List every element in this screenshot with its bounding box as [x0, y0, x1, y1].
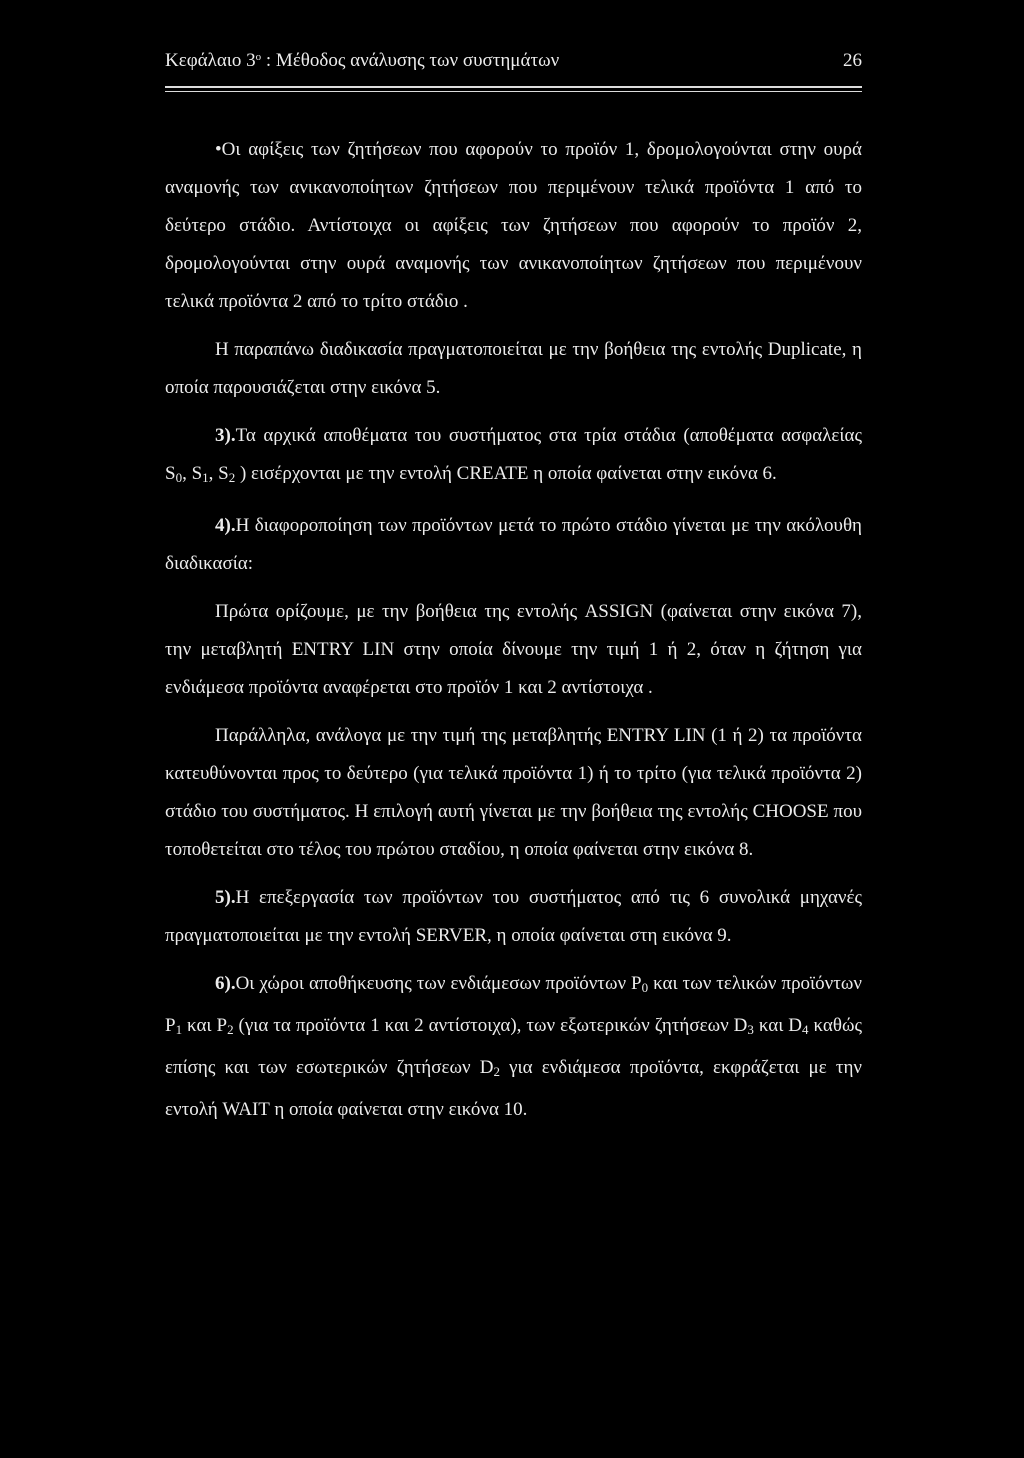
text-span: καθώς επίσης και των εσωτερικών ζητήσεων D: [165, 1015, 862, 1078]
text-span: ) εισέρχονται με την εντολή CREATE η οποία φαίνεται στην εικόνα 6.: [235, 463, 777, 484]
text-span: , S: [182, 463, 203, 484]
subscript: 2: [228, 470, 236, 485]
chapter-title: [165, 46, 559, 76]
text-span: (για τα προϊόντα 1 και 2 αντίστοιχα), των εξωτερικών ζητήσεων D: [233, 1015, 748, 1036]
step-number: 6).: [215, 973, 236, 994]
step-number: 5).: [215, 887, 236, 908]
header-rule-thin: [165, 91, 862, 92]
step-number: 4).: [215, 515, 236, 536]
paragraph-duplicate: Η παραπάνω διαδικασία πραγματοποιείται με την βοήθεια της εντολής Duplicate, η οποία παρουσιάζεται στην εικόνα 5.: [165, 339, 862, 398]
text-span: Οι χώροι αποθήκευσης των ενδιάμεσων προϊόντων P: [235, 973, 642, 994]
chapter-title-suffix: : Μέθοδος ανάλυσης των συστημάτων: [261, 50, 560, 71]
text-span: , S: [208, 463, 229, 484]
page-header: [165, 46, 862, 76]
text-span: και P: [182, 1015, 228, 1036]
paragraph-bullet: •Οι αφίξεις των ζητήσεων που αφορούν το προϊόν 1, δρομολογούνται στην ουρά αναμονής των ανικανοποίητων ζητήσεων που περιμένουν τελικά προϊόντα 1 από το δεύτερο στάδιο. Αντίστοιχα οι αφίξεις των ζητήσεων που αφορούν το προϊόν 2, δρομολογούνται στην ουρά αναμονής των ανικανοποίητων ζητήσεων που περιμένουν τελικά προϊόντα 2 από το τρίτο στάδιο .: [165, 139, 862, 312]
subscript: 2: [493, 1064, 500, 1079]
text-span: και των τελικών προϊόντων P: [165, 973, 862, 1036]
body-text: [165, 131, 862, 1139]
subscript: 1: [175, 1022, 183, 1037]
paragraph-step-3: [165, 417, 862, 497]
text-span: Η επεξεργασία των προϊόντων του συστήματος από τις 6 συνολικά μηχανές πραγματοποιείται με την εντολή SERVER, η οποία φαίνεται στη εικόνα 9.: [165, 887, 862, 946]
text-span: Η διαφοροποίηση των προϊόντων μετά το πρώτο στάδιο γίνεται με την ακόλουθη διαδικασία:: [165, 515, 862, 574]
chapter-title-prefix: Κεφάλαιο 3: [165, 50, 256, 71]
text-span: Τα αρχικά αποθέματα του συστήματος στα τρία στάδια (αποθέματα ασφαλείας S: [165, 425, 862, 484]
subscript: 1: [202, 470, 209, 485]
paragraph-step-5: [165, 879, 862, 955]
text-span: και D: [753, 1015, 803, 1036]
subscript: 0: [175, 470, 183, 485]
paragraph-step-6: [165, 965, 862, 1129]
chapter-title-superscript: ο: [255, 51, 262, 63]
page-number: 26: [843, 50, 862, 71]
paragraph-step-4: [165, 507, 862, 583]
step-number: 3).: [215, 425, 236, 446]
header-rule-thick: [165, 86, 862, 88]
text-span: για ενδιάμεσα προϊόντα, εκφράζεται με την εντολή WAIT η οποία φαίνεται στην εικόνα 10.: [165, 1057, 862, 1120]
paragraph-choose: Παράλληλα, ανάλογα με την τιμή της μεταβλητής ENTRY LIN (1 ή 2) τα προϊόντα κατευθύνονται προς το δεύτερο (για τελικά προϊόντα 1) ή το τρίτο (για τελικά προϊόντα 2) στάδιο του συστήματος. Η επιλογή αυτή γίνεται με την βοήθεια της εντολής CHOOSE που τοποθετείται στο τέλος του πρώτου σταδίου, η οποία φαίνεται στην εικόνα 8.: [165, 725, 862, 860]
subscript: 3: [747, 1022, 754, 1037]
subscript: 0: [641, 980, 649, 995]
subscript: 4: [802, 1022, 809, 1037]
paragraph-assign: Πρώτα ορίζουμε, με την βοήθεια της εντολής ASSIGN (φαίνεται στην εικόνα 7), την μεταβλητή ENTRY LIN στην οποία δίνουμε την τιμή 1 ή 2, όταν η ζήτηση για ενδιάμεσα προϊόντα αναφέρεται στο προϊόν 1 και 2 αντίστοιχα .: [165, 601, 862, 698]
subscript: 2: [227, 1022, 234, 1037]
